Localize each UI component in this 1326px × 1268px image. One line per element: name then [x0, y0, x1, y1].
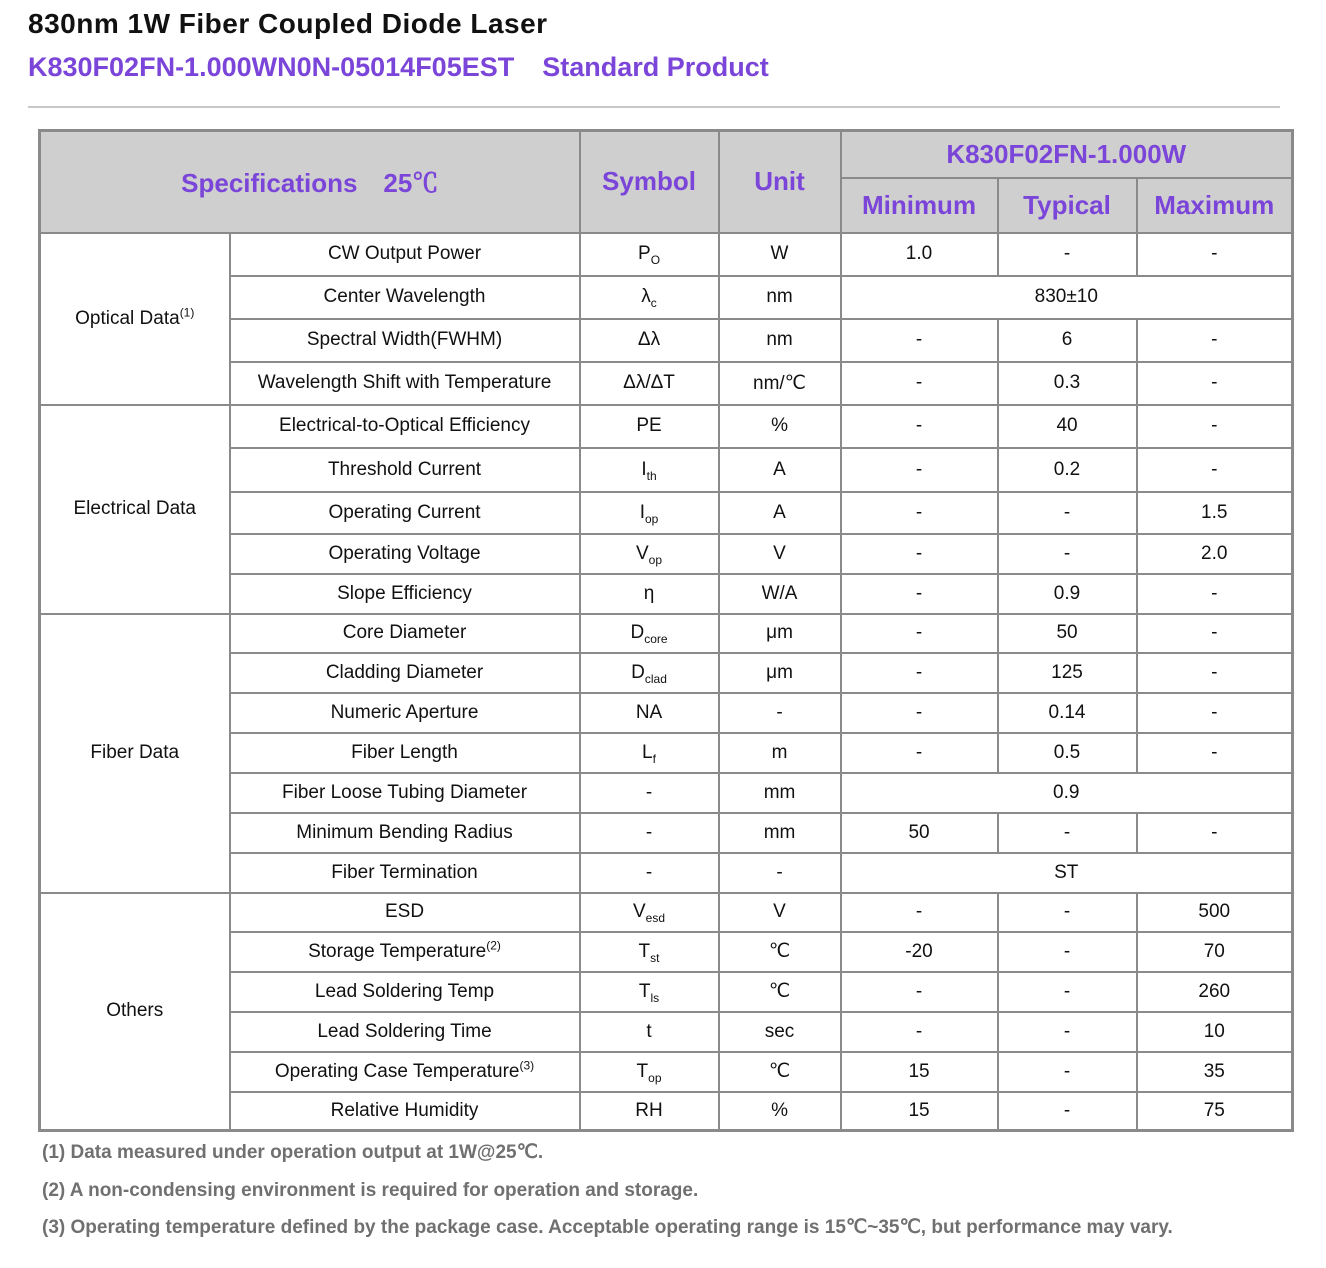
unit-cell: nm — [719, 319, 841, 362]
value-typ: - — [998, 233, 1137, 276]
value-typ: - — [998, 534, 1137, 574]
value-min: - — [841, 448, 998, 492]
unit-cell: ℃ — [719, 972, 841, 1012]
symbol-subscript: op — [644, 511, 659, 526]
symbol-text: λ — [641, 286, 651, 307]
value-max: - — [1137, 448, 1293, 492]
symbol-cell — [580, 893, 719, 932]
parameter-name — [230, 932, 580, 972]
unit-cell: nm/℃ — [719, 362, 841, 405]
value-min: - — [841, 534, 998, 574]
parameter-name-text: Slope Efficiency — [337, 582, 472, 604]
part-number: K830F02FN-1.000WN0N-05014F05EST — [28, 52, 515, 82]
symbol-cell — [580, 534, 719, 574]
parameter-name — [230, 1092, 580, 1131]
symbol-cell — [580, 492, 719, 534]
table-row — [40, 233, 1293, 276]
parameter-name-text: Operating Voltage — [328, 542, 481, 564]
symbol-text: - — [645, 781, 653, 803]
parameter-name — [230, 893, 580, 932]
symbol-subscript: clad — [644, 671, 667, 686]
value-min: - — [841, 362, 998, 405]
unit-cell: W — [719, 233, 841, 276]
parameter-name — [230, 733, 580, 773]
value-max: - — [1137, 614, 1293, 653]
parameter-name-text: Storage Temperature — [308, 940, 487, 962]
parameter-name-text: Numeric Aperture — [330, 701, 479, 723]
parameter-name-text: Wavelength Shift with Temperature — [257, 372, 552, 393]
value-max: - — [1137, 405, 1293, 448]
value-min: 1.0 — [841, 233, 998, 276]
value-typ: - — [998, 972, 1137, 1012]
parameter-name-text: Relative Humidity — [330, 1099, 479, 1121]
group-label — [40, 893, 230, 1131]
spec-table — [38, 129, 1294, 1132]
value-max: - — [1137, 574, 1293, 614]
parameter-name — [230, 448, 580, 492]
symbol-cell — [580, 276, 719, 319]
parameter-name — [230, 405, 580, 448]
parameter-footnote-ref: (3) — [519, 1058, 535, 1073]
symbol-cell — [580, 1092, 719, 1131]
parameter-name-text: Fiber Length — [351, 741, 458, 763]
parameter-name-text: ESD — [384, 901, 425, 922]
value-max: 500 — [1137, 893, 1293, 932]
value-typ: - — [998, 1092, 1137, 1131]
value-typ: - — [998, 932, 1137, 972]
group-label — [40, 405, 230, 614]
unit-cell: sec — [719, 1012, 841, 1052]
symbol-subscript: f — [652, 751, 656, 766]
unit-cell: nm — [719, 276, 841, 319]
symbol-subscript: op — [648, 552, 663, 567]
value-min: - — [841, 1012, 998, 1052]
table-row — [40, 614, 1293, 653]
value-span: 0.9 — [841, 773, 1293, 813]
value-min: - — [841, 614, 998, 653]
group-label-text: Others — [106, 1000, 164, 1022]
group-footnote-ref: (1) — [179, 305, 195, 320]
symbol-cell — [580, 574, 719, 614]
symbol-cell — [580, 653, 719, 693]
value-max: 35 — [1137, 1052, 1293, 1092]
symbol-text: RH — [635, 1099, 663, 1121]
symbol-text: NA — [635, 701, 663, 723]
unit-header: Unit — [719, 131, 841, 233]
symbol-text: t — [646, 1020, 652, 1042]
symbol-cell — [580, 233, 719, 276]
parameter-name-text: CW Output Power — [327, 243, 482, 264]
parameter-name — [230, 614, 580, 653]
value-typ: - — [998, 1012, 1137, 1052]
symbol-cell — [580, 932, 719, 972]
symbol-cell — [580, 614, 719, 653]
parameter-footnote-ref: (2) — [486, 938, 501, 953]
table-row — [40, 405, 1293, 448]
symbol-cell — [580, 733, 719, 773]
table-row — [40, 893, 1293, 932]
symbol-cell — [580, 693, 719, 733]
unit-cell: V — [719, 534, 841, 574]
symbol-text: Δλ/ΔT — [623, 372, 675, 393]
value-typ: - — [998, 813, 1137, 853]
footnote-3: (3) Operating temperature defined by the package case. Acceptable operating range is 15℃~35℃, but performance may vary. — [42, 1217, 1173, 1238]
symbol-text: Δλ — [637, 329, 661, 350]
symbol-text: I — [639, 501, 645, 523]
footnotes — [42, 1140, 1173, 1253]
value-typ: 0.9 — [998, 574, 1137, 614]
symbol-header: Symbol — [580, 131, 719, 233]
parameter-name-text: Threshold Current — [327, 458, 482, 480]
group-label-text: Electrical Data — [73, 498, 196, 519]
symbol-text: PE — [636, 415, 662, 436]
parameter-name-text: Minimum Bending Radius — [296, 821, 513, 843]
value-min: - — [841, 492, 998, 534]
parameter-name — [230, 972, 580, 1012]
parameter-name — [230, 1012, 580, 1052]
value-max: - — [1137, 693, 1293, 733]
unit-cell: mm — [719, 773, 841, 813]
symbol-cell — [580, 972, 719, 1012]
group-label-text: Fiber Data — [90, 742, 180, 763]
symbol-subscript: c — [650, 295, 657, 310]
footnote-1: (1) Data measured under operation output at 1W@25℃. — [42, 1142, 544, 1163]
unit-cell: ℃ — [719, 932, 841, 972]
page-title: 830nm 1W Fiber Coupled Diode Laser — [28, 8, 548, 39]
value-max: 70 — [1137, 932, 1293, 972]
value-min: 15 — [841, 1052, 998, 1092]
value-min: 15 — [841, 1092, 998, 1131]
unit-cell: - — [719, 853, 841, 893]
symbol-text: T — [638, 980, 651, 1002]
parameter-name-text: Cladding Diameter — [325, 661, 484, 683]
parameter-name-text: Lead Soldering Time — [317, 1020, 492, 1042]
parameter-name — [230, 653, 580, 693]
parameter-name — [230, 574, 580, 614]
value-span: 830±10 — [841, 276, 1293, 319]
group-label — [40, 233, 230, 405]
symbol-subscript: th — [646, 468, 657, 483]
value-typ: 0.5 — [998, 733, 1137, 773]
value-typ: 125 — [998, 653, 1137, 693]
symbol-subscript: st — [650, 950, 660, 965]
value-min: - — [841, 972, 998, 1012]
unit-cell: ℃ — [719, 1052, 841, 1092]
parameter-name — [230, 773, 580, 813]
value-max: - — [1137, 362, 1293, 405]
symbol-subscript: ls — [650, 990, 660, 1005]
value-min: - — [841, 693, 998, 733]
product-subtitle — [28, 52, 769, 83]
value-max: 75 — [1137, 1092, 1293, 1131]
symbol-subscript: O — [650, 252, 661, 267]
value-max: 1.5 — [1137, 492, 1293, 534]
parameter-name-text: Spectral Width(FWHM) — [306, 329, 503, 350]
unit-cell: W/A — [719, 574, 841, 614]
unit-cell: m — [719, 733, 841, 773]
value-typ: - — [998, 893, 1137, 932]
unit-cell: V — [719, 893, 841, 932]
unit-cell: μm — [719, 653, 841, 693]
parameter-name — [230, 534, 580, 574]
spec-body — [40, 233, 1293, 1131]
symbol-cell — [580, 853, 719, 893]
unit-cell: % — [719, 405, 841, 448]
group-label — [40, 614, 230, 893]
min-header: Minimum — [841, 178, 998, 233]
symbol-text: D — [631, 661, 645, 683]
symbol-cell — [580, 319, 719, 362]
parameter-name-text: Fiber Loose Tubing Diameter — [282, 781, 528, 803]
value-max: 2.0 — [1137, 534, 1293, 574]
symbol-cell — [580, 448, 719, 492]
symbol-text: - — [645, 821, 653, 843]
value-typ: 40 — [998, 405, 1137, 448]
unit-cell: μm — [719, 614, 841, 653]
product-type: Standard Product — [542, 52, 769, 82]
value-min: - — [841, 405, 998, 448]
value-min: - — [841, 653, 998, 693]
parameter-name — [230, 233, 580, 276]
max-header: Maximum — [1137, 178, 1293, 233]
value-max: - — [1137, 813, 1293, 853]
symbol-cell — [580, 813, 719, 853]
group-label-text: Optical Data — [75, 307, 180, 329]
parameter-name — [230, 492, 580, 534]
symbol-text: - — [645, 861, 653, 883]
symbol-text: L — [642, 741, 653, 763]
symbol-cell — [580, 773, 719, 813]
symbol-text: I — [641, 458, 647, 480]
parameter-name-text: Electrical-to-Optical Efficiency — [279, 415, 530, 436]
parameter-name — [230, 1052, 580, 1092]
parameter-name-text: Lead Soldering Temp — [314, 980, 495, 1002]
value-typ: 50 — [998, 614, 1137, 653]
parameter-name-text: Operating Current — [328, 501, 481, 523]
value-typ: - — [998, 492, 1137, 534]
value-min: - — [841, 574, 998, 614]
value-typ: 0.14 — [998, 693, 1137, 733]
symbol-cell — [580, 405, 719, 448]
value-max: - — [1137, 233, 1293, 276]
typ-header: Typical — [998, 178, 1137, 233]
symbol-cell — [580, 1012, 719, 1052]
value-typ: 0.2 — [998, 448, 1137, 492]
value-typ: 0.3 — [998, 362, 1137, 405]
parameter-name — [230, 813, 580, 853]
value-max: 10 — [1137, 1012, 1293, 1052]
value-max: - — [1137, 733, 1293, 773]
value-max: 260 — [1137, 972, 1293, 1012]
parameter-name-text: Fiber Termination — [331, 861, 478, 883]
parameter-name — [230, 319, 580, 362]
unit-cell: A — [719, 492, 841, 534]
value-max: - — [1137, 653, 1293, 693]
divider — [28, 106, 1280, 108]
symbol-text: T — [636, 1060, 649, 1082]
value-span: ST — [841, 853, 1293, 893]
unit-cell: mm — [719, 813, 841, 853]
symbol-text: P — [638, 243, 651, 264]
value-min: -20 — [841, 932, 998, 972]
model-header: K830F02FN-1.000W — [841, 131, 1293, 178]
symbol-subscript: esd — [645, 910, 666, 925]
symbol-text: V — [632, 901, 646, 922]
unit-cell: - — [719, 693, 841, 733]
value-min: - — [841, 893, 998, 932]
value-min: - — [841, 319, 998, 362]
symbol-cell — [580, 1052, 719, 1092]
symbol-text: D — [630, 622, 645, 643]
symbol-text: η — [643, 582, 655, 604]
spec-header: Specifications 25℃ — [40, 131, 580, 233]
parameter-name-text: Center Wavelength — [323, 286, 486, 307]
symbol-text: V — [635, 542, 649, 564]
parameter-name — [230, 853, 580, 893]
value-min: 50 — [841, 813, 998, 853]
footnote-2: (2) A non-condensing environment is required for operation and storage. — [42, 1179, 699, 1201]
value-typ: - — [998, 1052, 1137, 1092]
parameter-name — [230, 693, 580, 733]
parameter-name-text: Core Diameter — [342, 622, 467, 643]
symbol-subscript: core — [644, 631, 668, 646]
value-typ: 6 — [998, 319, 1137, 362]
symbol-subscript: op — [648, 1070, 662, 1085]
unit-cell: A — [719, 448, 841, 492]
value-max: - — [1137, 319, 1293, 362]
symbol-text: T — [638, 940, 651, 962]
parameter-name — [230, 362, 580, 405]
parameter-name-text: Operating Case Temperature — [274, 1060, 520, 1082]
symbol-cell — [580, 362, 719, 405]
value-min: - — [841, 733, 998, 773]
unit-cell: % — [719, 1092, 841, 1131]
parameter-name — [230, 276, 580, 319]
